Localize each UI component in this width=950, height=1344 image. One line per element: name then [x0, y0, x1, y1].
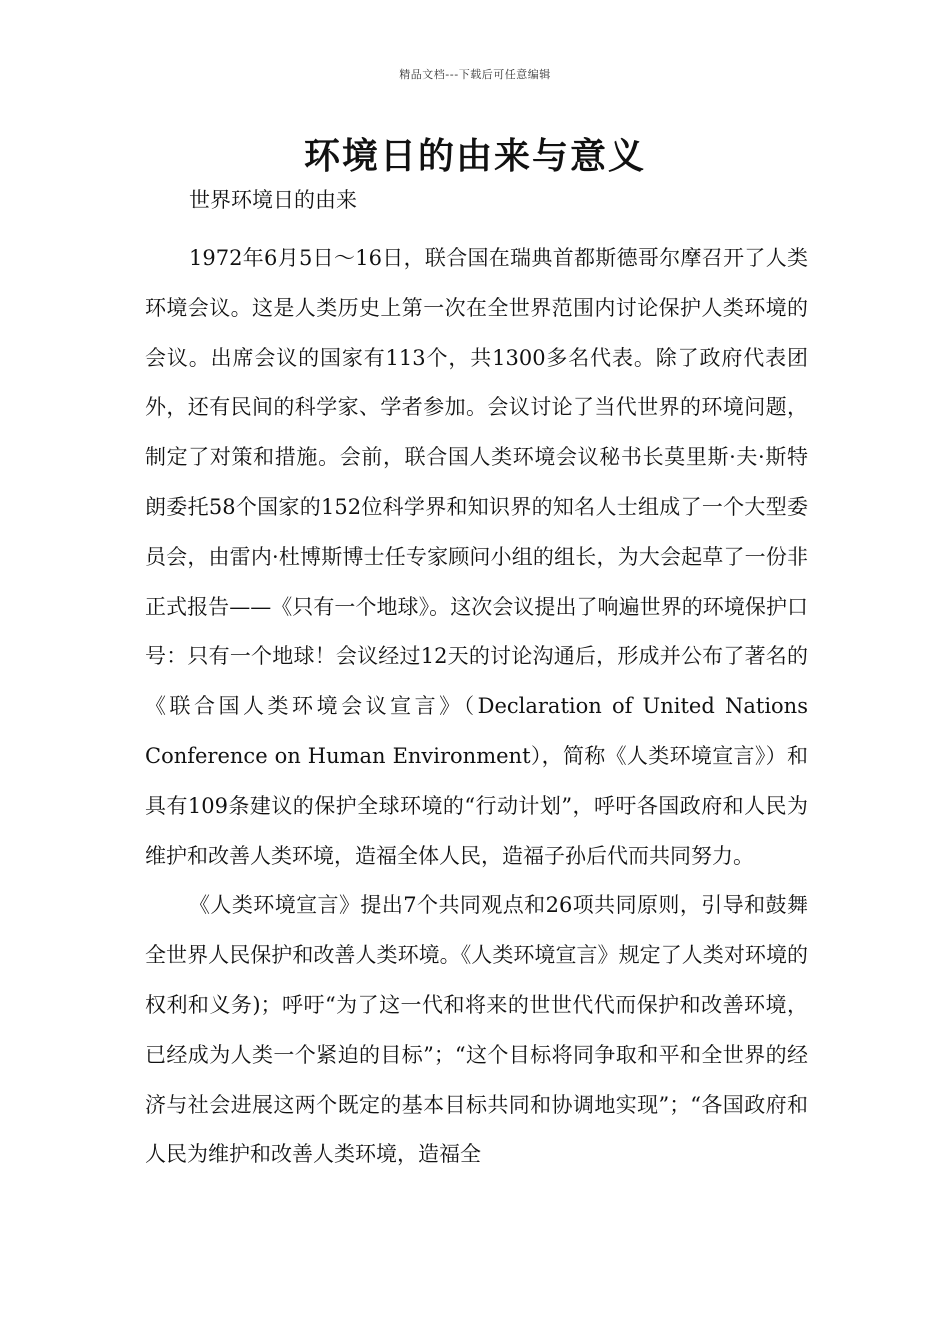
paragraph-2: 《人类环境宣言》提出7个共同观点和26项共同原则，引导和鼓舞全世界人民保护和改善人类环境。《人类环境宣言》规定了人类对环境的权利和义务)；呼吁“为了这一代和将来的世世代代而保护和改善环境，已经成为人类一个紧迫的目标”；“这个目标将同争取和平和全世界的经济与社会进展这两个既定的基本目标共同和协调地实现”；“各国政府和人民为维护和改善人类环境，造福全 — [145, 893, 808, 1167]
document-title: 环境日的由来与意义 — [303, 136, 646, 177]
paragraph-1: 1972年6月5日～16日，联合国在瑞典首都斯德哥尔摩召开了人类环境会议。这是人类历史上第一次在全世界范围内讨论保护人类环境的会议。出席会议的国家有113个，共1300多名代表。除了政府代表团外，还有民间的科学家、学者参加。会议讨论了当代世界的环境问题，制定了对策和措施。会前，联合国人类环境会议秘书长莫里斯·夫·斯特朗委托58个国家的152位科学界和知识界的知名人士组成了一个大型委员会，由雷内·杜博斯博士任专家顾问小组的组长，为大会起草了一份非正式报告——《只有一个地球》。这次会议提出了响遍世界的环境保护口号：只有一个地球！会议经过12天的讨论沟通后，形成并公布了著名的《联合国人类环境会议宣言》（Declaration of United Nations Conference on Human Environment），简称《人类环境宣言》）和具有109条建议的保护全球环境的“行动计划”，呼吁各国政府和人民为维护和改善人类环境，造福全体人民，造福子孙后代而共同努力。 — [145, 246, 808, 868]
document-body — [145, 234, 808, 1180]
header-note: 精品文档---下载后可任意编辑 — [399, 68, 551, 81]
section-subtitle: 世界环境日的由来 — [189, 188, 357, 212]
